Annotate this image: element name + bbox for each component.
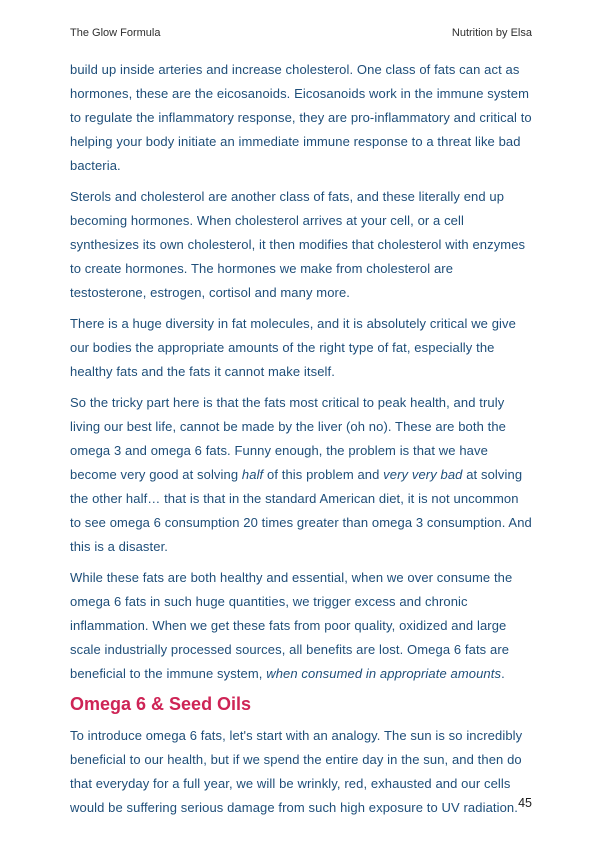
text-run: While these fats are both healthy and essential, when we over consume the omega 6 fats in such huge quantities, we trigger excess and chronic inflammation. When we get these fats from poor quality, oxidized and large scale industrially processed sources, all benefits are lost. Omega 6 fats are beneficial to the immune system, [70,570,513,681]
italic-text-run: very very bad [383,467,463,482]
header-book-title: The Glow Formula [70,27,161,39]
section-heading: Omega 6 & Seed Oils [70,694,252,714]
text-run: So the tricky part here is that the fats most critical to peak health, and truly living our best life, cannot be made by the liver (oh no). These are both the omega 3 and omega 6 fats. Funny enough, the problem is that we have become very good at solving [70,395,506,482]
body-paragraph [70,566,532,686]
body-paragraph [70,312,532,384]
page-header [70,27,532,40]
text-run: . [501,666,505,681]
text-run: build up inside arteries and increase cholesterol. One class of fats can act as hormones, these are the eicosanoids. Eicosanoids work in the immune system to regulate the inflammatory response, they are pro-inflammatory and critical to helping your body initiate an immediate immune response to a threat like bad bacteria. [70,62,532,173]
page-footer [70,796,532,810]
text-run: at solving the other half… that is that in the standard American diet, it is not uncommon to see omega 6 consumption 20 times greater than omega 3 consumption. And this is a disaster. [70,467,532,554]
page-number: 45 [518,796,532,810]
text-run: There is a huge diversity in fat molecules, and it is absolutely critical we give our bodies the appropriate amounts of the right type of fat, especially the healthy fats and the fats it cannot make itself. [70,316,516,379]
body-paragraph [70,391,532,559]
body-paragraph [70,58,532,178]
text-run: of this problem and [263,467,384,482]
italic-text-run: half [241,467,264,482]
text-run: Sterols and cholesterol are another class of fats, and these literally end up becoming hormones. When cholesterol arrives at your cell, or a cell synthesizes its own cholesterol, it then modifies that cholesterol with enzymes to create hormones. The hormones we make from cholesterol are testosterone, estrogen, cortisol and many more. [70,189,526,300]
text-run: To introduce omega 6 fats, let's start with an analogy. The sun is so incredibly beneficial to our health, but if we spend the entire day in the sun, and then do that everyday for a full year, we will be wrinkly, red, exhausted and our cells would be suffering serious damage from such high exposure to UV radiation. [70,728,523,815]
page-content [70,58,532,827]
body-paragraph [70,185,532,305]
italic-text-run: when consumed in appropriate amounts [266,666,502,681]
header-author: Nutrition by Elsa [451,27,532,39]
